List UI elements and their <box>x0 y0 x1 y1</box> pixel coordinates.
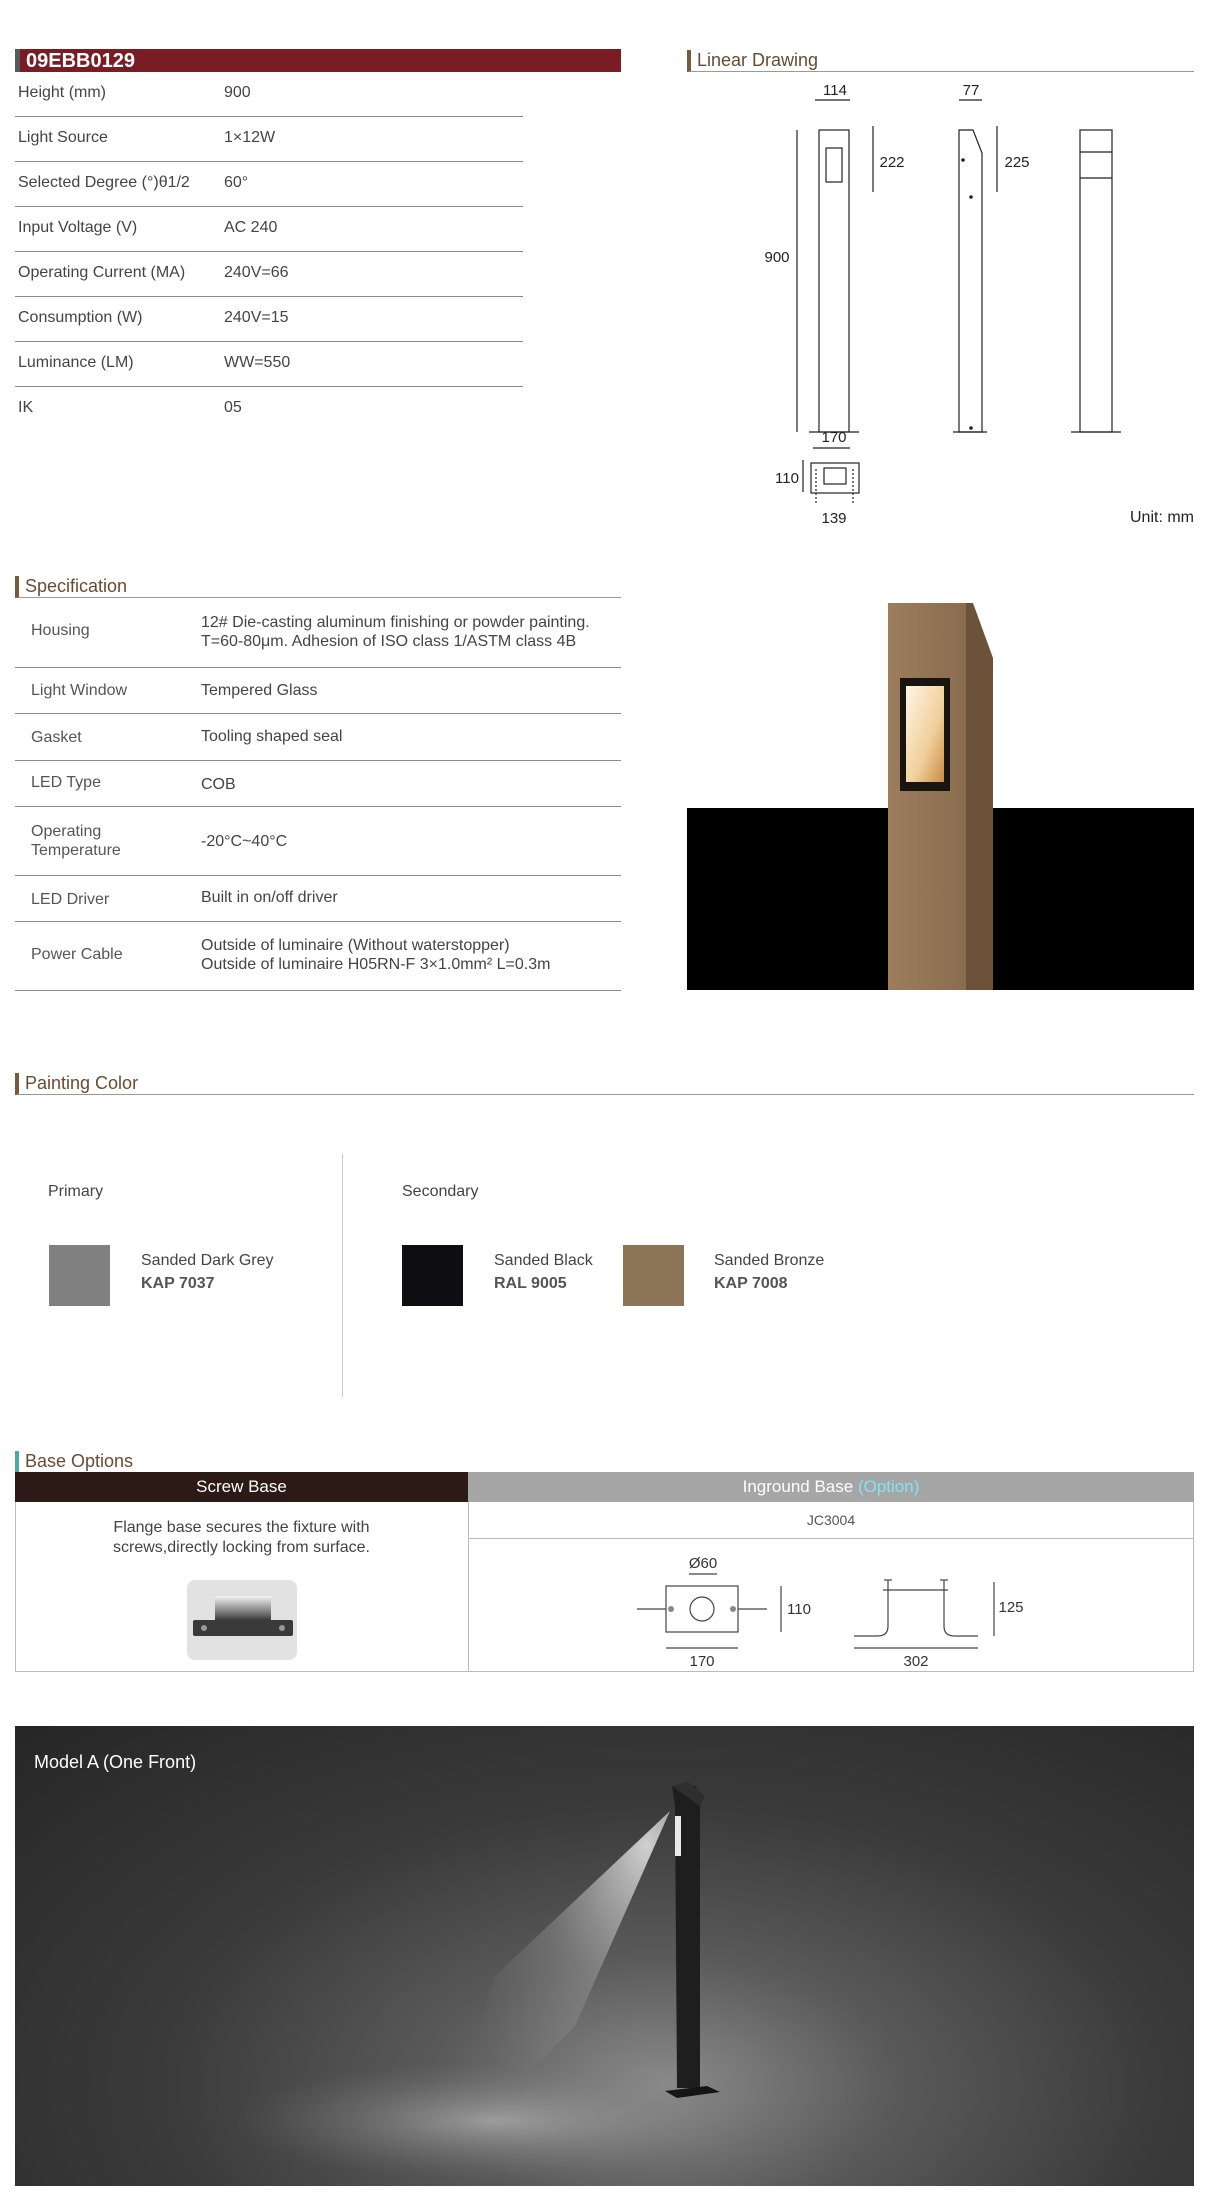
spec-row <box>15 207 523 252</box>
spec2-row <box>15 761 621 807</box>
spec-row <box>15 162 523 207</box>
dim-height: 900 <box>764 249 790 266</box>
spec2-key: Gasket <box>31 729 82 746</box>
spec-value: AC 240 <box>224 219 278 236</box>
dim-h2: 125 <box>998 1599 1024 1616</box>
spec-key: Light Source <box>18 129 108 146</box>
spec2-key: LED Driver <box>31 891 110 908</box>
dim-w1: 170 <box>689 1653 715 1670</box>
spec-row <box>15 387 523 431</box>
spec2-key-line: Operating <box>31 823 102 840</box>
dim-base-hole: 139 <box>821 510 847 527</box>
dim-dia: Ø60 <box>688 1555 718 1572</box>
dim-side-width: 77 <box>962 82 980 99</box>
dim-w2: 302 <box>903 1653 929 1670</box>
spec2-value <box>201 936 550 974</box>
spec2-value-line: 12# Die-casting aluminum finishing or powder painting. <box>201 614 590 631</box>
linear-drawing <box>687 80 1194 540</box>
model-photo <box>15 1726 1194 2186</box>
spec2-value-line: Outside of luminaire (Without waterstopper) <box>201 937 510 954</box>
spec-value: 240V=66 <box>224 264 289 281</box>
spec-key: Consumption (W) <box>18 309 143 326</box>
spec-key: IK <box>18 399 34 416</box>
specification-title: Specification <box>25 576 128 596</box>
inground-option: (Option) <box>857 1477 920 1496</box>
color-code: KAP 7037 <box>141 1275 215 1292</box>
spec-row <box>15 252 523 297</box>
spec-value: 05 <box>224 399 242 416</box>
spec2-value: Tempered Glass <box>201 682 318 699</box>
base-options-heading <box>15 1451 1194 1473</box>
painting-title: Painting Color <box>25 1073 139 1093</box>
spec-key: Operating Current (MA) <box>18 264 186 281</box>
color-swatch-grey <box>49 1245 110 1306</box>
color-name: Sanded Black <box>494 1252 593 1269</box>
spec2-value: Tooling shaped seal <box>201 728 343 745</box>
spec-value: WW=550 <box>224 354 291 371</box>
spec-key: Height (mm) <box>18 84 107 101</box>
linear-drawing-title: Linear Drawing <box>697 50 819 70</box>
inground-model: JC3004 <box>468 1502 1194 1539</box>
spec2-row <box>15 714 621 761</box>
dim-front-window: 222 <box>879 154 905 171</box>
spec2-key: Power Cable <box>31 946 123 963</box>
spec2-row <box>15 876 621 922</box>
primary-label: Primary <box>48 1183 104 1200</box>
screw-base-description <box>15 1518 468 1558</box>
screw-desc-line: Flange base secures the fixture with <box>113 1519 370 1536</box>
inground-base-header <box>468 1472 1194 1502</box>
spec-value: 60° <box>224 174 249 191</box>
specification-heading <box>15 576 621 598</box>
spec2-row <box>15 807 621 876</box>
spec2-key: LED Type <box>31 774 101 791</box>
dim-base-width: 170 <box>821 429 847 446</box>
color-code: RAL 9005 <box>494 1275 567 1292</box>
color-swatch-bronze <box>623 1245 684 1306</box>
unit-label: Unit: mm <box>1130 509 1194 526</box>
dim-front-width: 114 <box>823 82 847 99</box>
color-name: Sanded Dark Grey <box>141 1252 274 1269</box>
linear-drawing-heading <box>687 50 1194 72</box>
spec2-key: Housing <box>31 622 90 639</box>
spec2-value <box>201 613 590 651</box>
spec2-value: COB <box>201 776 236 793</box>
spec-key: Input Voltage (V) <box>18 219 138 236</box>
spec-row <box>15 342 523 387</box>
dim-h1: 110 <box>787 1601 811 1618</box>
model-bar <box>15 49 621 72</box>
product-image <box>687 598 1194 990</box>
color-name: Sanded Bronze <box>714 1252 825 1269</box>
spec2-row <box>15 668 621 714</box>
spec-value: 1×12W <box>224 129 276 146</box>
dim-side-window: 225 <box>1004 154 1030 171</box>
spec2-row <box>15 598 621 668</box>
painting-heading <box>15 1073 1194 1095</box>
spec-key: Selected Degree (°)θ1/2 <box>18 174 190 191</box>
spec2-value: -20°C~40°C <box>201 833 288 850</box>
base-options-title: Base Options <box>25 1451 134 1471</box>
spec2-row <box>15 922 621 991</box>
inground-drawing <box>468 1538 1194 1672</box>
spec-value: 900 <box>224 84 251 101</box>
spec2-value: Built in on/off driver <box>201 889 338 906</box>
screw-desc-line: screws,directly locking from surface. <box>113 1539 370 1556</box>
spec-value: 240V=15 <box>224 309 289 326</box>
model-number: 09EBB0129 <box>26 50 135 72</box>
color-code: KAP 7008 <box>714 1275 788 1292</box>
inground-label: Inground Base <box>742 1477 854 1496</box>
spec2-key: Light Window <box>31 682 128 699</box>
divider <box>342 1154 343 1397</box>
screw-base-header: Screw Base <box>15 1472 468 1502</box>
dim-base-depth: 110 <box>775 470 799 487</box>
secondary-label: Secondary <box>402 1183 479 1200</box>
spec-row <box>15 117 523 162</box>
photo-label: Model A (One Front) <box>34 1752 197 1772</box>
spec2-value-line: T=60-80μm. Adhesion of ISO class 1/ASTM class 4B <box>201 633 577 650</box>
spec-key: Luminance (LM) <box>18 354 134 371</box>
color-swatch-black <box>402 1245 463 1306</box>
spec-row <box>15 72 523 117</box>
spec-row <box>15 297 523 342</box>
spec2-key-line: Temperature <box>31 842 121 859</box>
spec2-value-line: Outside of luminaire H05RN-F 3×1.0mm² L=0.3m <box>201 956 551 973</box>
screw-base-image <box>187 1580 297 1660</box>
spec2-key <box>31 822 121 860</box>
